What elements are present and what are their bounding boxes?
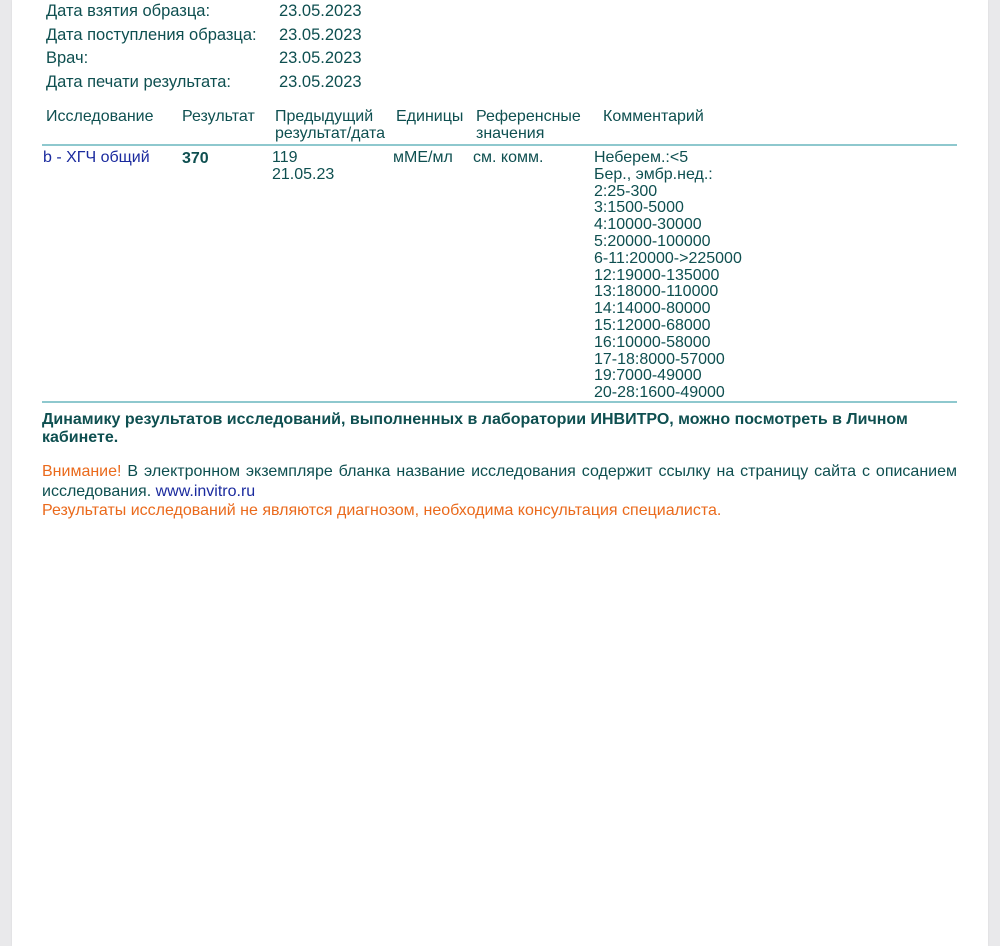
info-label: Врач: xyxy=(46,49,89,67)
comment-line: 2:25-300 xyxy=(594,182,658,200)
info-label: Дата взятия образца: xyxy=(46,2,211,20)
invitro-link[interactable]: www.invitro.ru xyxy=(155,482,256,500)
info-value: 23.05.2023 xyxy=(279,25,362,44)
report-page xyxy=(12,0,988,946)
info-value: 23.05.2023 xyxy=(279,72,362,91)
header-study: Исследование xyxy=(46,108,154,125)
comment-line: 3:1500-5000 xyxy=(594,199,684,217)
header-reference-line1: Референсные xyxy=(476,108,581,125)
comment-line: 12:19000-135000 xyxy=(594,266,720,284)
comment-line: 5:20000-100000 xyxy=(594,232,711,250)
attention-text: В электронном экземпляре бланка название исследования содержит ссылку на страницу сайта с описанием исследования. xyxy=(42,463,957,500)
comment-line: 6-11:20000->225000 xyxy=(594,249,742,267)
comment-line: 17-18:8000-57000 xyxy=(594,350,725,368)
attention-label: Внимание! xyxy=(42,463,122,480)
info-value: 23.05.2023 xyxy=(279,2,362,20)
comment-list xyxy=(594,150,742,402)
info-label: Дата поступления образца: xyxy=(46,25,257,44)
comment-line: 4:10000-30000 xyxy=(594,216,702,234)
header-comment: Комментарий xyxy=(603,108,704,125)
comment-line: 20-28:1600-49000 xyxy=(594,384,725,402)
info-label: Дата печати результата: xyxy=(46,72,231,91)
header-result: Результат xyxy=(182,108,255,125)
header-previous xyxy=(275,108,385,142)
header-reference xyxy=(476,108,581,142)
previous-value: 119 xyxy=(272,149,298,166)
attention-note xyxy=(42,462,957,521)
info-value: 23.05.2023 xyxy=(279,49,362,67)
comment-line: 15:12000-68000 xyxy=(594,316,711,334)
comment-line: 13:18000-110000 xyxy=(594,283,719,301)
disclaimer-text: Результаты исследований не являются диагнозом, необходима консультация специалиста. xyxy=(42,502,722,519)
units-value: мМЕ/мл xyxy=(393,149,453,166)
comment-line: 19:7000-49000 xyxy=(594,367,702,385)
comment-line: 14:14000-80000 xyxy=(594,300,711,318)
table-header-rule xyxy=(42,144,957,146)
comment-line: Бер., эмбр.нед.: xyxy=(594,165,713,183)
header-previous-line1: Предыдущий xyxy=(275,108,374,125)
table-bottom-rule xyxy=(42,401,957,403)
study-link[interactable]: b - ХГЧ общий xyxy=(43,149,150,166)
previous-date: 21.05.23 xyxy=(272,165,335,183)
header-previous-line2: результат/дата xyxy=(275,125,386,142)
result-value: 370 xyxy=(182,150,209,167)
header-units: Единицы xyxy=(396,108,464,125)
comment-line: Неберем.:<5 xyxy=(594,149,689,166)
comment-line: 16:10000-58000 xyxy=(594,333,711,351)
reference-value: см. комм. xyxy=(473,149,544,166)
previous-result xyxy=(272,150,334,184)
dynamics-note: Динамику результатов исследований, выполненных в лаборатории ИНВИТРО, можно посмотреть в Личном кабинете. xyxy=(42,411,908,446)
header-reference-line2: значения xyxy=(476,125,545,142)
